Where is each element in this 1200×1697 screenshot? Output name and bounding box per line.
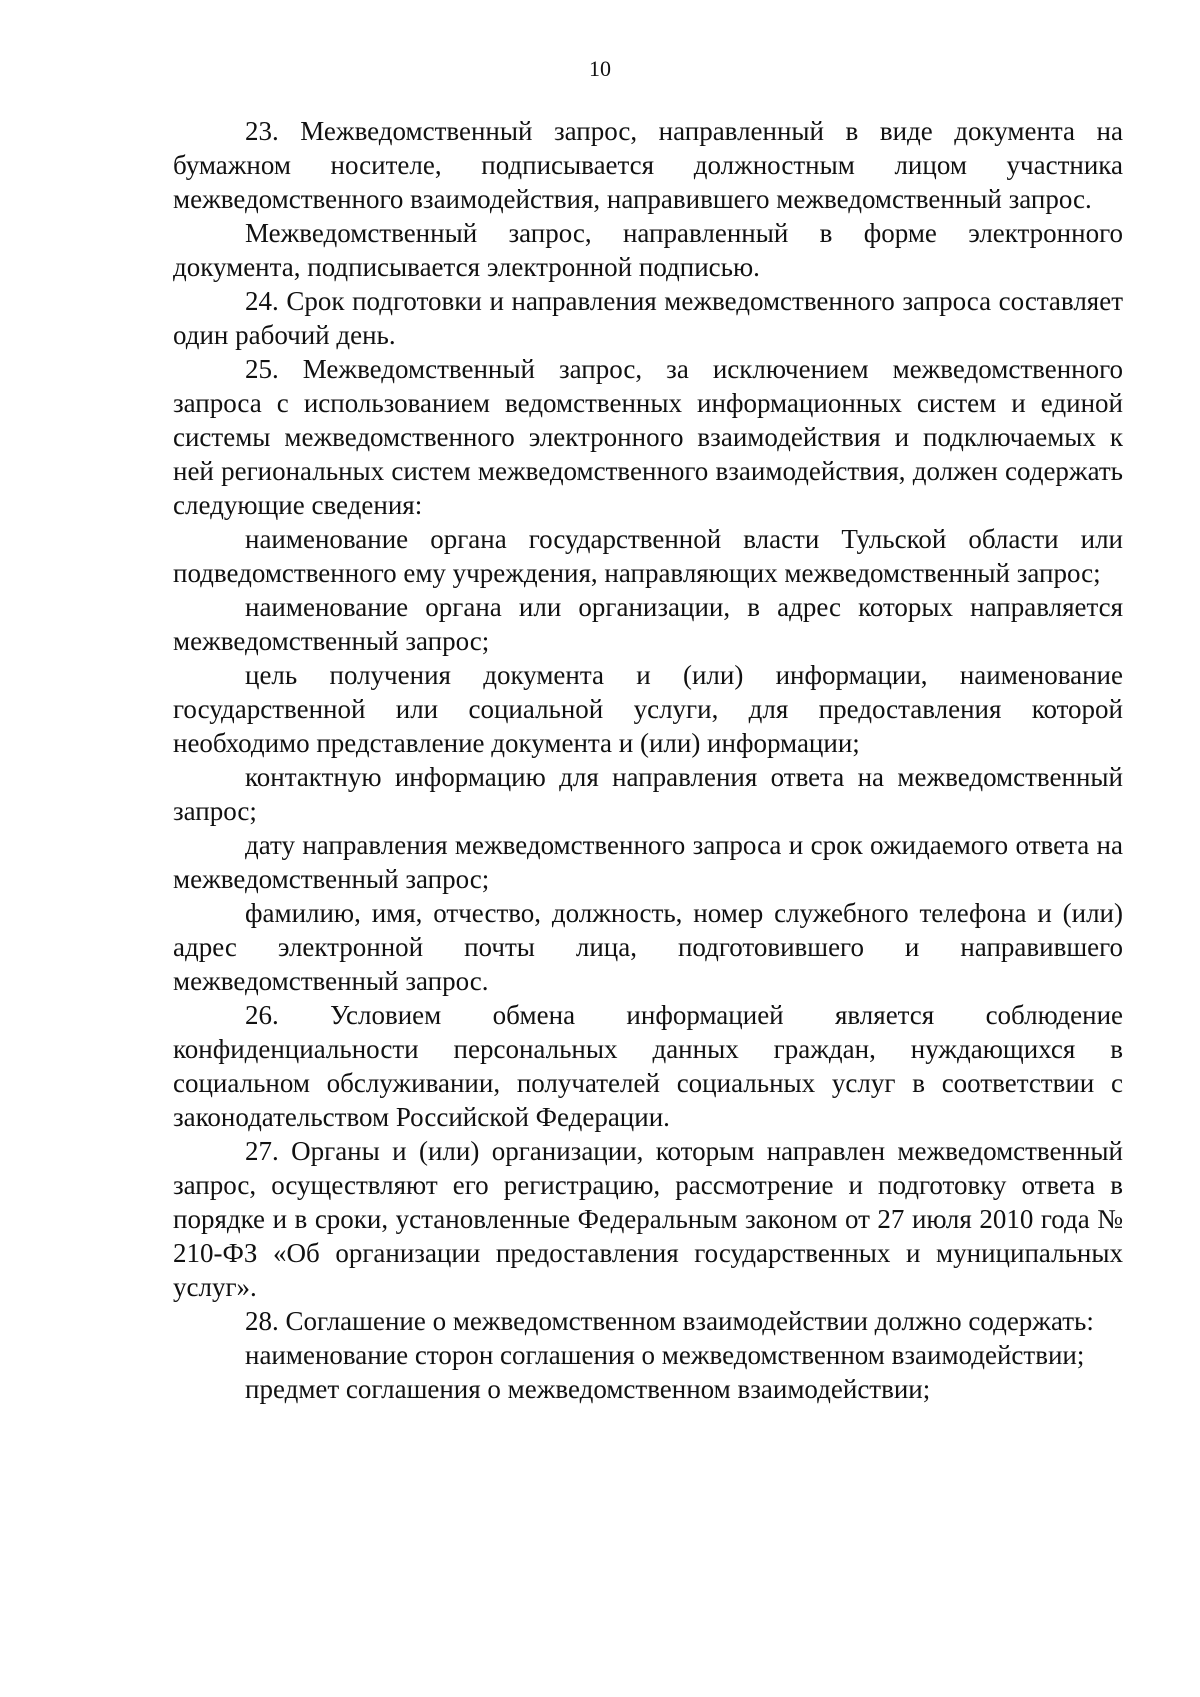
paragraph-23: 23. Межведомственный запрос, направленный в виде документа на бумажном носителе, подписывается должностным лицом участника межведомственного взаимодействия, направившего межведомственный запрос. xyxy=(173,116,1123,214)
paragraph-27: 27. Органы и (или) организации, которым направлен межведомственный запрос, осуществляют его регистрацию, рассмотрение и подготовку ответа в порядке и в сроки, установленные Федеральным законом от 27 июля 2010 года № 210-ФЗ «Об организации предоставления государственных и муниципальных услуг». xyxy=(173,1136,1123,1302)
list-item-subject: предмет соглашения о межведомственном взаимодействии; xyxy=(245,1374,931,1404)
list-item-dates: дату направления межведомственного запроса и срок ожидаемого ответа на межведомственный запрос; xyxy=(173,830,1123,894)
list-item-purpose: цель получения документа и (или) информации, наименование государственной или социальной услуги, для предоставления которой необходимо представление документа и (или) информации; xyxy=(173,660,1123,758)
document-body xyxy=(173,114,1123,1406)
list-item-contact-info: контактную информацию для направления ответа на межведомственный запрос; xyxy=(173,762,1123,826)
paragraph-24: 24. Срок подготовки и направления межведомственного запроса составляет один рабочий день. xyxy=(173,286,1123,350)
list-item-authority-name: наименование органа государственной власти Тульской области или подведомственного ему учреждения, направляющих межведомственный запрос; xyxy=(173,524,1123,588)
paragraph-28: 28. Соглашение о межведомственном взаимодействии должно содержать: xyxy=(245,1306,1094,1336)
list-item-recipient-name: наименование органа или организации, в адрес которых направляется межведомственный запрос; xyxy=(173,592,1123,656)
list-item-parties: наименование сторон соглашения о межведомственном взаимодействии; xyxy=(245,1340,1085,1370)
paragraph-23-electronic: Межведомственный запрос, направленный в форме электронного документа, подписывается электронной подписью. xyxy=(173,218,1123,282)
list-item-responsible-person: фамилию, имя, отчество, должность, номер служебного телефона и (или) адрес электронной почты лица, подготовившего и направившего межведомственный запрос. xyxy=(173,898,1123,996)
page-number: 10 xyxy=(589,56,611,81)
paragraph-25: 25. Межведомственный запрос, за исключением межведомственного запроса с использованием ведомственных информационных систем и единой системы межведомственного электронного взаимодействия и подключаемых к ней региональных систем межведомственного взаимодействия, должен содержать следующие сведения: xyxy=(173,354,1123,520)
paragraph-26: 26. Условием обмена информацией является соблюдение конфиденциальности персональных данных граждан, нуждающихся в социальном обслуживании, получателей социальных услуг в соответствии с законодательством Российской Федерации. xyxy=(173,1000,1123,1132)
